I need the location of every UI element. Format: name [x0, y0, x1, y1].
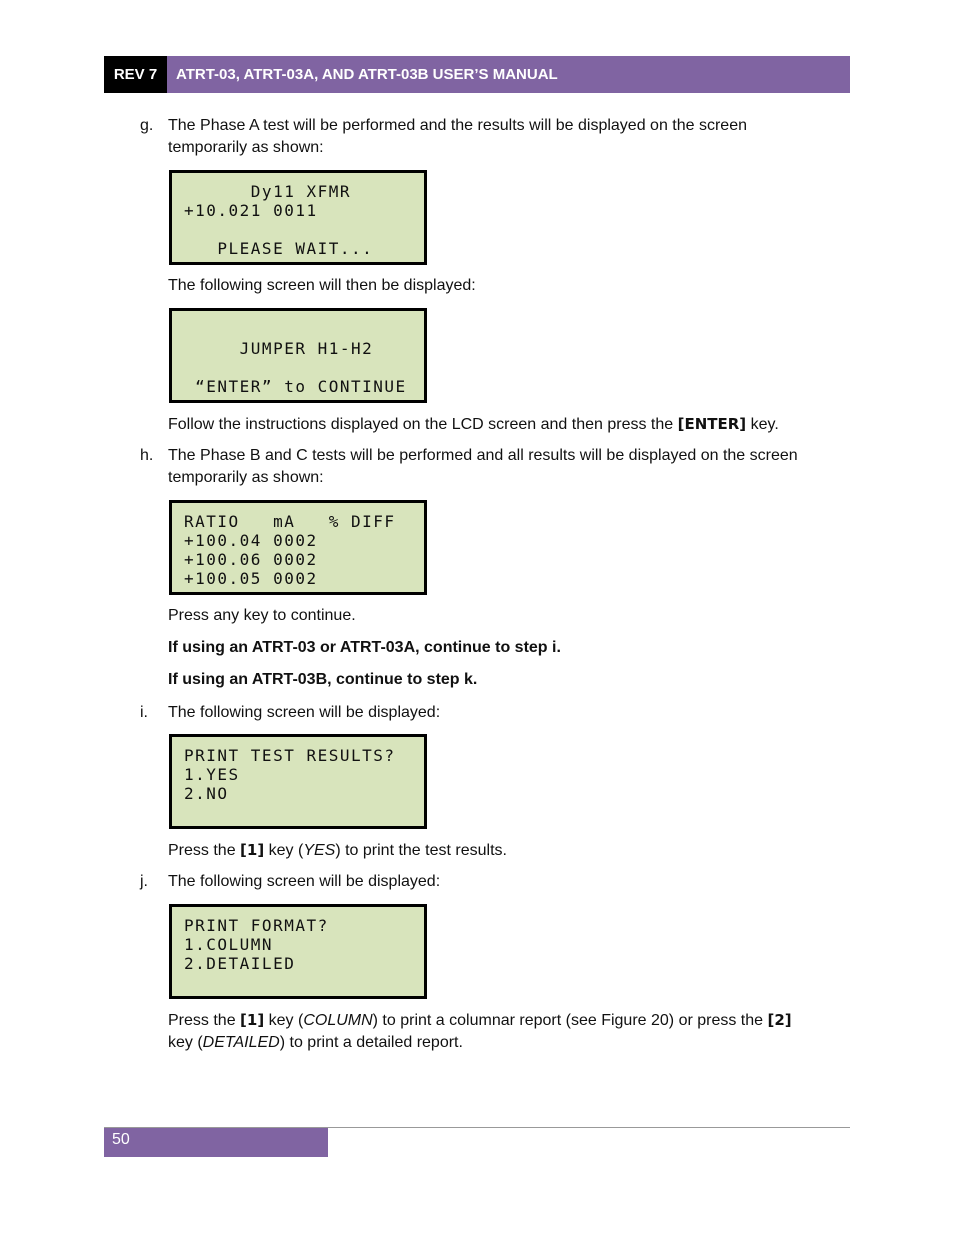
lcd-line: “ENTER” to CONTINUE [184, 377, 407, 396]
lcd-line: +10.021 0011 [184, 201, 318, 220]
key-1-label: [1] [240, 1011, 265, 1029]
step-i-press-text: Press the [1] key (YES) to print the test results. [168, 841, 507, 859]
lcd-line: 1.COLUMN [184, 935, 274, 954]
lcd-line: +100.05 0002 [184, 569, 318, 588]
lcd-line: 1.YES [184, 765, 240, 784]
step-letter-g: g. [140, 117, 154, 134]
lcd-line: Dy11 XFMR [184, 182, 351, 201]
lcd-line: +100.04 0002 [184, 531, 318, 550]
step-g-then-text: The following screen will then be displayed: [168, 277, 476, 294]
step-g-text: The Phase A test will be performed and the results will be displayed on the screen temporarily as shown: [168, 117, 747, 156]
step-h-press-text: Press any key to continue. [168, 607, 356, 624]
enter-key-label: [ENTER] [677, 415, 747, 433]
revision-label: REV 7 [104, 56, 167, 93]
lcd-screen-phase-a [169, 170, 427, 265]
lcd-screen-print-results [169, 734, 427, 829]
lcd-screen-jumper [169, 308, 427, 403]
lcd-line: PLEASE WAIT... [184, 239, 374, 258]
page-header [104, 56, 850, 93]
step-h-note-1: If using an ATRT-03 or ATRT-03A, continue to step i. [168, 639, 561, 656]
lcd-line: PRINT FORMAT? [184, 916, 329, 935]
key-1-label: [1] [240, 841, 265, 859]
step-g-follow-text: Follow the instructions displayed on the LCD screen and then press the [ENTER] key. [168, 415, 779, 433]
lcd-screen-results [169, 500, 427, 595]
lcd-line: JUMPER H1-H2 [184, 339, 374, 358]
lcd-line: +100.06 0002 [184, 550, 318, 569]
key-2-label: [2] [767, 1011, 792, 1029]
step-h-note-2: If using an ATRT-03B, continue to step k. [168, 671, 478, 688]
lcd-line: 2.NO [184, 784, 229, 803]
step-j-press-text: Press the [1] key (COLUMN) to print a columnar report (see Figure 20) or press the [2] key (DETAILED) to print a detailed report. [168, 1011, 792, 1051]
lcd-line: PRINT TEST RESULTS? [184, 746, 396, 765]
manual-title: ATRT-03, ATRT-03A, AND ATRT-03B USER’S MANUAL [167, 56, 850, 93]
page-number: 50 [104, 1128, 328, 1157]
step-j-text: The following screen will be displayed: [168, 873, 441, 890]
step-letter-j: j. [140, 873, 148, 890]
step-letter-i: i. [140, 704, 148, 721]
step-letter-h: h. [140, 447, 154, 464]
lcd-line: 2.DETAILED [184, 954, 296, 973]
lcd-screen-print-format [169, 904, 427, 999]
step-h-text: The Phase B and C tests will be performed and all results will be displayed on the screen temporarily as shown: [168, 447, 798, 486]
lcd-line: RATIO mA % DIFF [184, 512, 396, 531]
step-i-text: The following screen will be displayed: [168, 704, 441, 721]
